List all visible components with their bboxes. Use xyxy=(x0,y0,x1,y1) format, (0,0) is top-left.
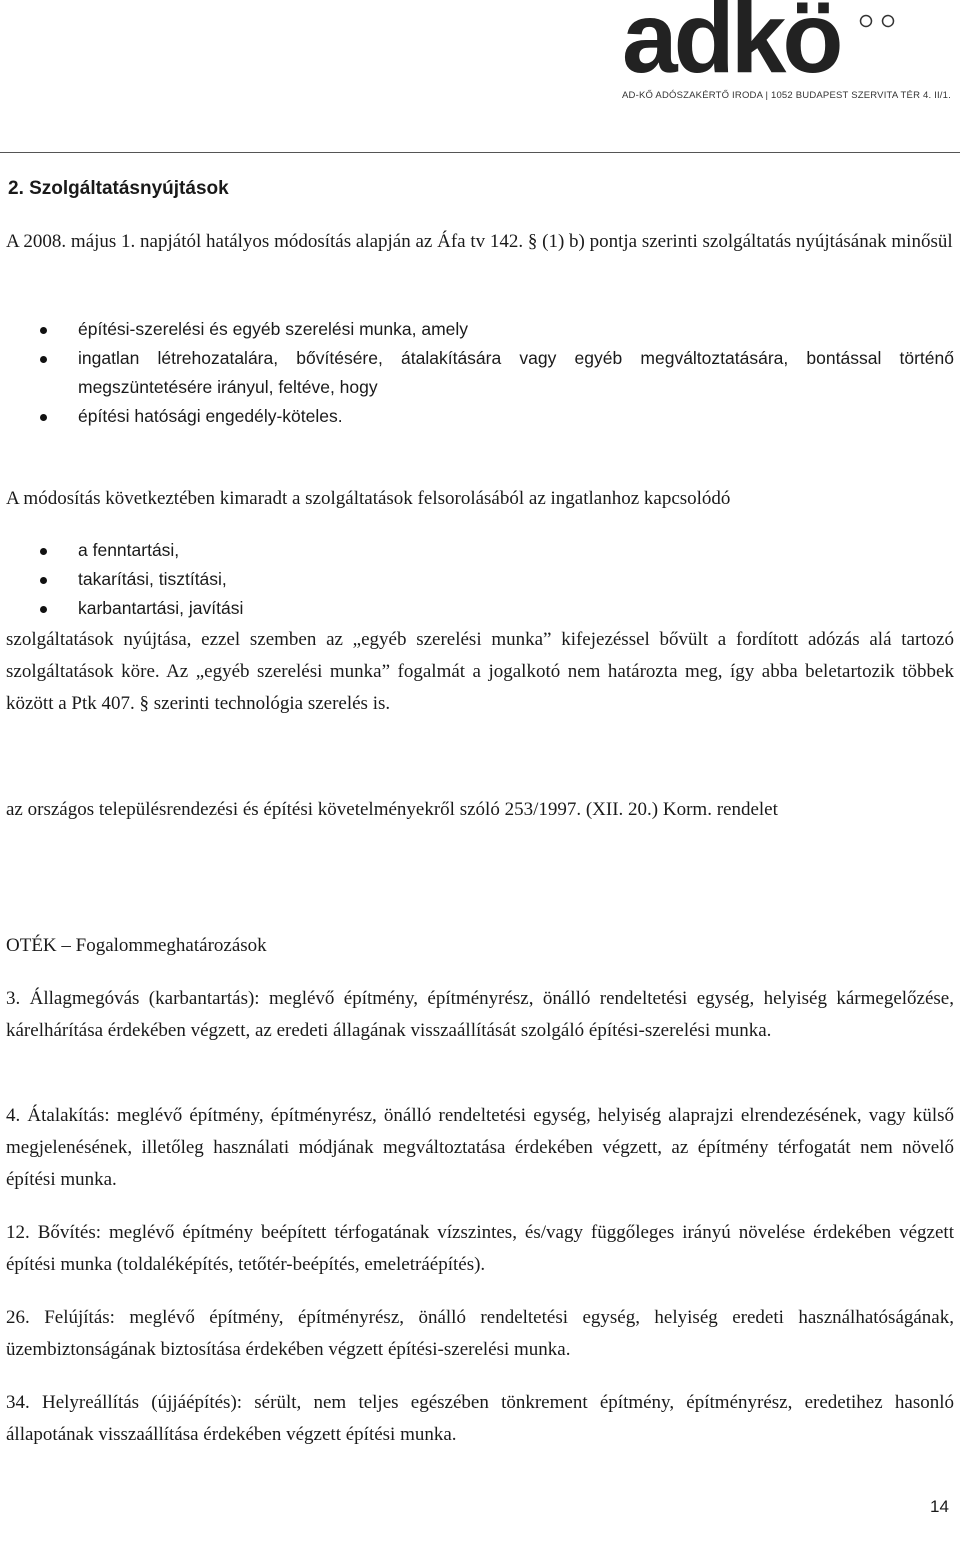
logo-subtitle: AD-KŐ ADÓSZAKÉRTŐ IRODA | 1052 BUDAPEST SZERVITA TÉR 4. II/1. xyxy=(622,90,951,101)
company-logo xyxy=(612,0,951,104)
paragraph-4: az országos településrendezési és építési követelményekről szóló 253/1997. (XII. 20.) Korm. rendelet xyxy=(6,799,778,820)
page-number: 14 xyxy=(930,1497,949,1516)
bullet-icon xyxy=(40,577,47,584)
logo-umlaut-dots-icon xyxy=(858,14,902,28)
otek-title: OTÉK – Fogalommeghatározások xyxy=(6,935,267,956)
bullet-icon xyxy=(40,606,47,613)
list-item: építési-szerelési és egyéb szerelési munka, amely xyxy=(0,315,954,344)
bullet-icon xyxy=(40,414,47,421)
definition-34: 34. Helyreállítás (újjáépítés): sérült, nem teljes egészében tönkrement építmény, építményrész, eredetihez hasonló állapotának visszaállítása érdekében végzett építési munka. xyxy=(6,1392,954,1445)
list-item: a fenntartási, xyxy=(0,536,954,565)
list-item: karbantartási, javítási xyxy=(0,594,954,623)
paragraph-2: A módosítás következtében kimaradt a szolgáltatások felsorolásából az ingatlanhoz kapcsolódó xyxy=(6,488,731,509)
definition-3: 3. Állagmegóvás (karbantartás): meglévő építmény, építményrész, önálló rendeltetési egység, helyiség kármegelőzése, kárelhárítása érdekében végzett, az eredeti állagának visszaállítását szolgáló építési-szerelési munka. xyxy=(6,988,954,1041)
bullet-icon xyxy=(40,548,47,555)
section-heading: 2. Szolgáltatásnyújtások xyxy=(8,178,229,199)
bullet-icon xyxy=(40,356,47,363)
intro-paragraph: A 2008. május 1. napjától hatályos módosítás alapján az Áfa tv 142. § (1) b) pontja szerinti szolgáltatás nyújtásának minősül xyxy=(6,231,953,252)
definition-4: 4. Átalakítás: meglévő építmény, építményrész, önálló rendeltetési egység, helyiség alaprajzi elrendezésének, vagy külső megjelenésének, illetőleg használati módjának megváltoztatása érdekében végzett, az építmény térfogatát nem növelő építési munka. xyxy=(6,1105,954,1190)
header-divider xyxy=(0,152,960,153)
definition-26: 26. Felújítás: meglévő építmény, építményrész, önálló rendeltetési egység, helyiség eredeti használhatóságának, üzembiztonságának biztosítása érdekében végzett építési-szerelési munka. xyxy=(6,1307,954,1360)
list-item: építési hatósági engedély-köteles. xyxy=(0,402,954,431)
definition-12: 12. Bővítés: meglévő építmény beépített térfogatának vízszintes, és/vagy függőleges irányú növelése érdekében végzett építési munka (toldaléképítés, tetőtér-beépítés, emeletráépítés). xyxy=(6,1222,954,1275)
list-item: ingatlan létrehozatalára, bővítésére, átalakítására vagy egyéb megváltoztatására, bontással történő megszüntetésére irányul, feltéve, hogy xyxy=(0,344,954,402)
paragraph-3: szolgáltatások nyújtása, ezzel szemben az „egyéb szerelési munka” kifejezéssel bővült a fordított adózás alá tartozó szolgáltatások köre. Az „egyéb szerelési munka” fogalmát a jogalkotó nem határozta meg, így abba beletartozik többek között a Ptk 407. § szerinti technológia szerelés is. xyxy=(6,629,954,714)
bullet-list-1 xyxy=(0,315,954,431)
bullet-list-2 xyxy=(0,536,954,623)
bullet-icon xyxy=(40,327,47,334)
logo-wordmark: adkö xyxy=(622,0,840,94)
list-item: takarítási, tisztítási, xyxy=(0,565,954,594)
